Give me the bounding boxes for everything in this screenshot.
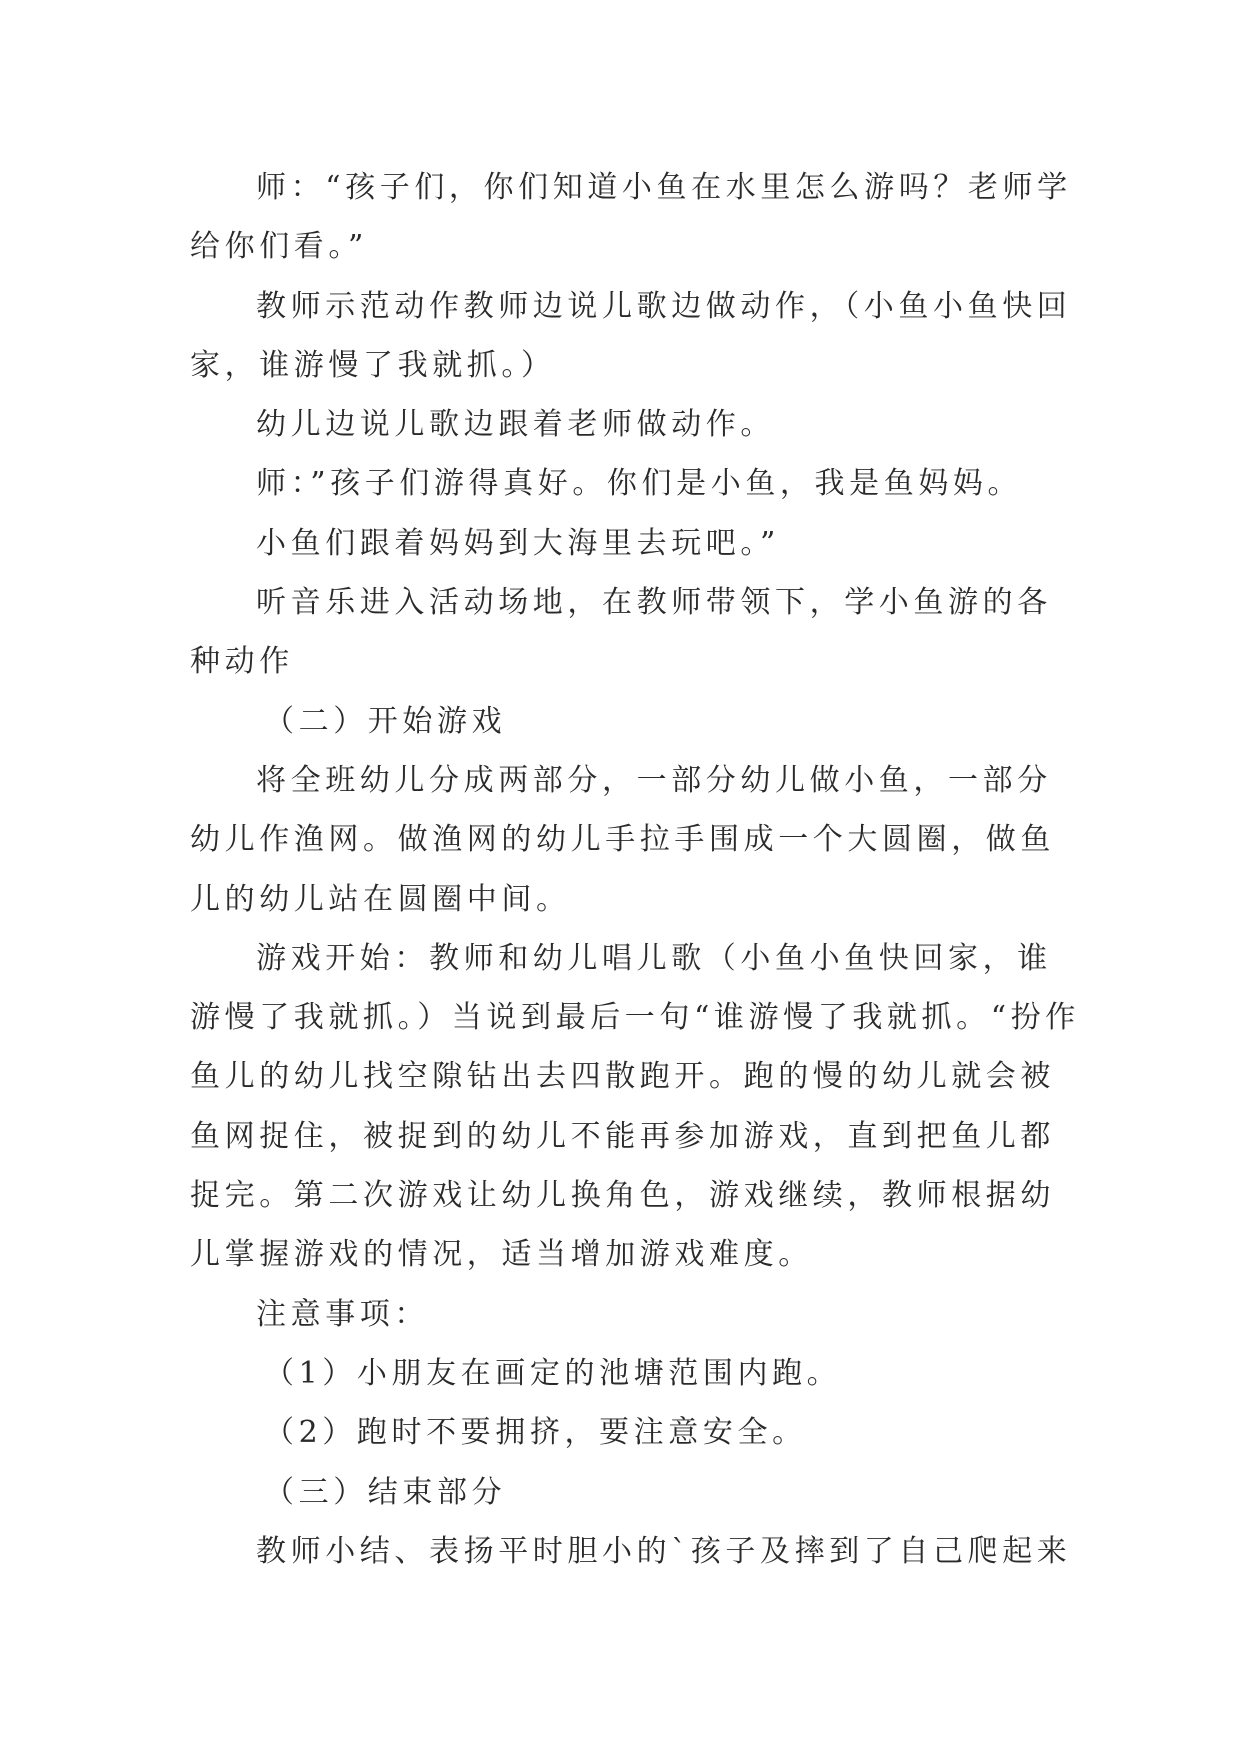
- paragraph-notes-heading: 注意事项：: [256, 1296, 429, 1332]
- paragraph-game-rules: 游戏开始：教师和幼儿唱儿歌（小鱼小鱼快回家，谁游慢了我就抓。）当说到最后一句“谁游慢了我就抓。“扮作鱼儿的幼儿找空隙钻出去四散跑开。跑的慢的幼儿就会被鱼网捉住，被捉到的幼儿不能再参加游戏，直到把鱼儿都捉完。第二次游戏让幼儿换角色，游戏继续，教师根据幼儿掌握游戏的情况，适当增加游戏难度。: [190, 940, 1080, 1273]
- paragraph-teacher-question: 师：“孩子们，你们知道小鱼在水里怎么游吗？老师学给你们看。”: [190, 170, 1072, 265]
- list-item-note-2: （2）跑时不要拥挤，要注意安全。: [264, 1415, 807, 1451]
- paragraph-divide-class: 将全班幼儿分成两部分，一部分幼儿做小鱼，一部分幼儿作渔网。做渔网的幼儿手拉手围成一个大圆圈，做鱼儿的幼儿站在圆圈中间。: [190, 762, 1055, 917]
- paragraph-teacher-praise: 师：”孩子们游得真好。你们是小鱼，我是鱼妈妈。: [256, 466, 1023, 502]
- paragraph-enter-venue: 听音乐进入活动场地，在教师带领下，学小鱼游的各种动作: [190, 585, 1052, 680]
- section-heading-start-game: （二）开始游戏: [264, 703, 507, 739]
- paragraph-go-to-sea: 小鱼们跟着妈妈到大海里去玩吧。”: [256, 525, 780, 561]
- document-body: [190, 158, 1080, 1581]
- section-heading-ending: （三）结束部分: [264, 1474, 507, 1510]
- paragraph-teacher-demo: 教师示范动作教师边说儿歌边做动作，（小鱼小鱼快回家，谁游慢了我就抓。）: [190, 288, 1072, 383]
- list-item-note-1: （1）小朋友在画定的池塘范围内跑。: [264, 1355, 842, 1391]
- paragraph-teacher-summary: 教师小结、表扬平时胆小的`孩子及摔到了自己爬起来: [256, 1533, 1072, 1569]
- paragraph-children-follow: 幼儿边说儿歌边跟着老师做动作。: [256, 407, 775, 443]
